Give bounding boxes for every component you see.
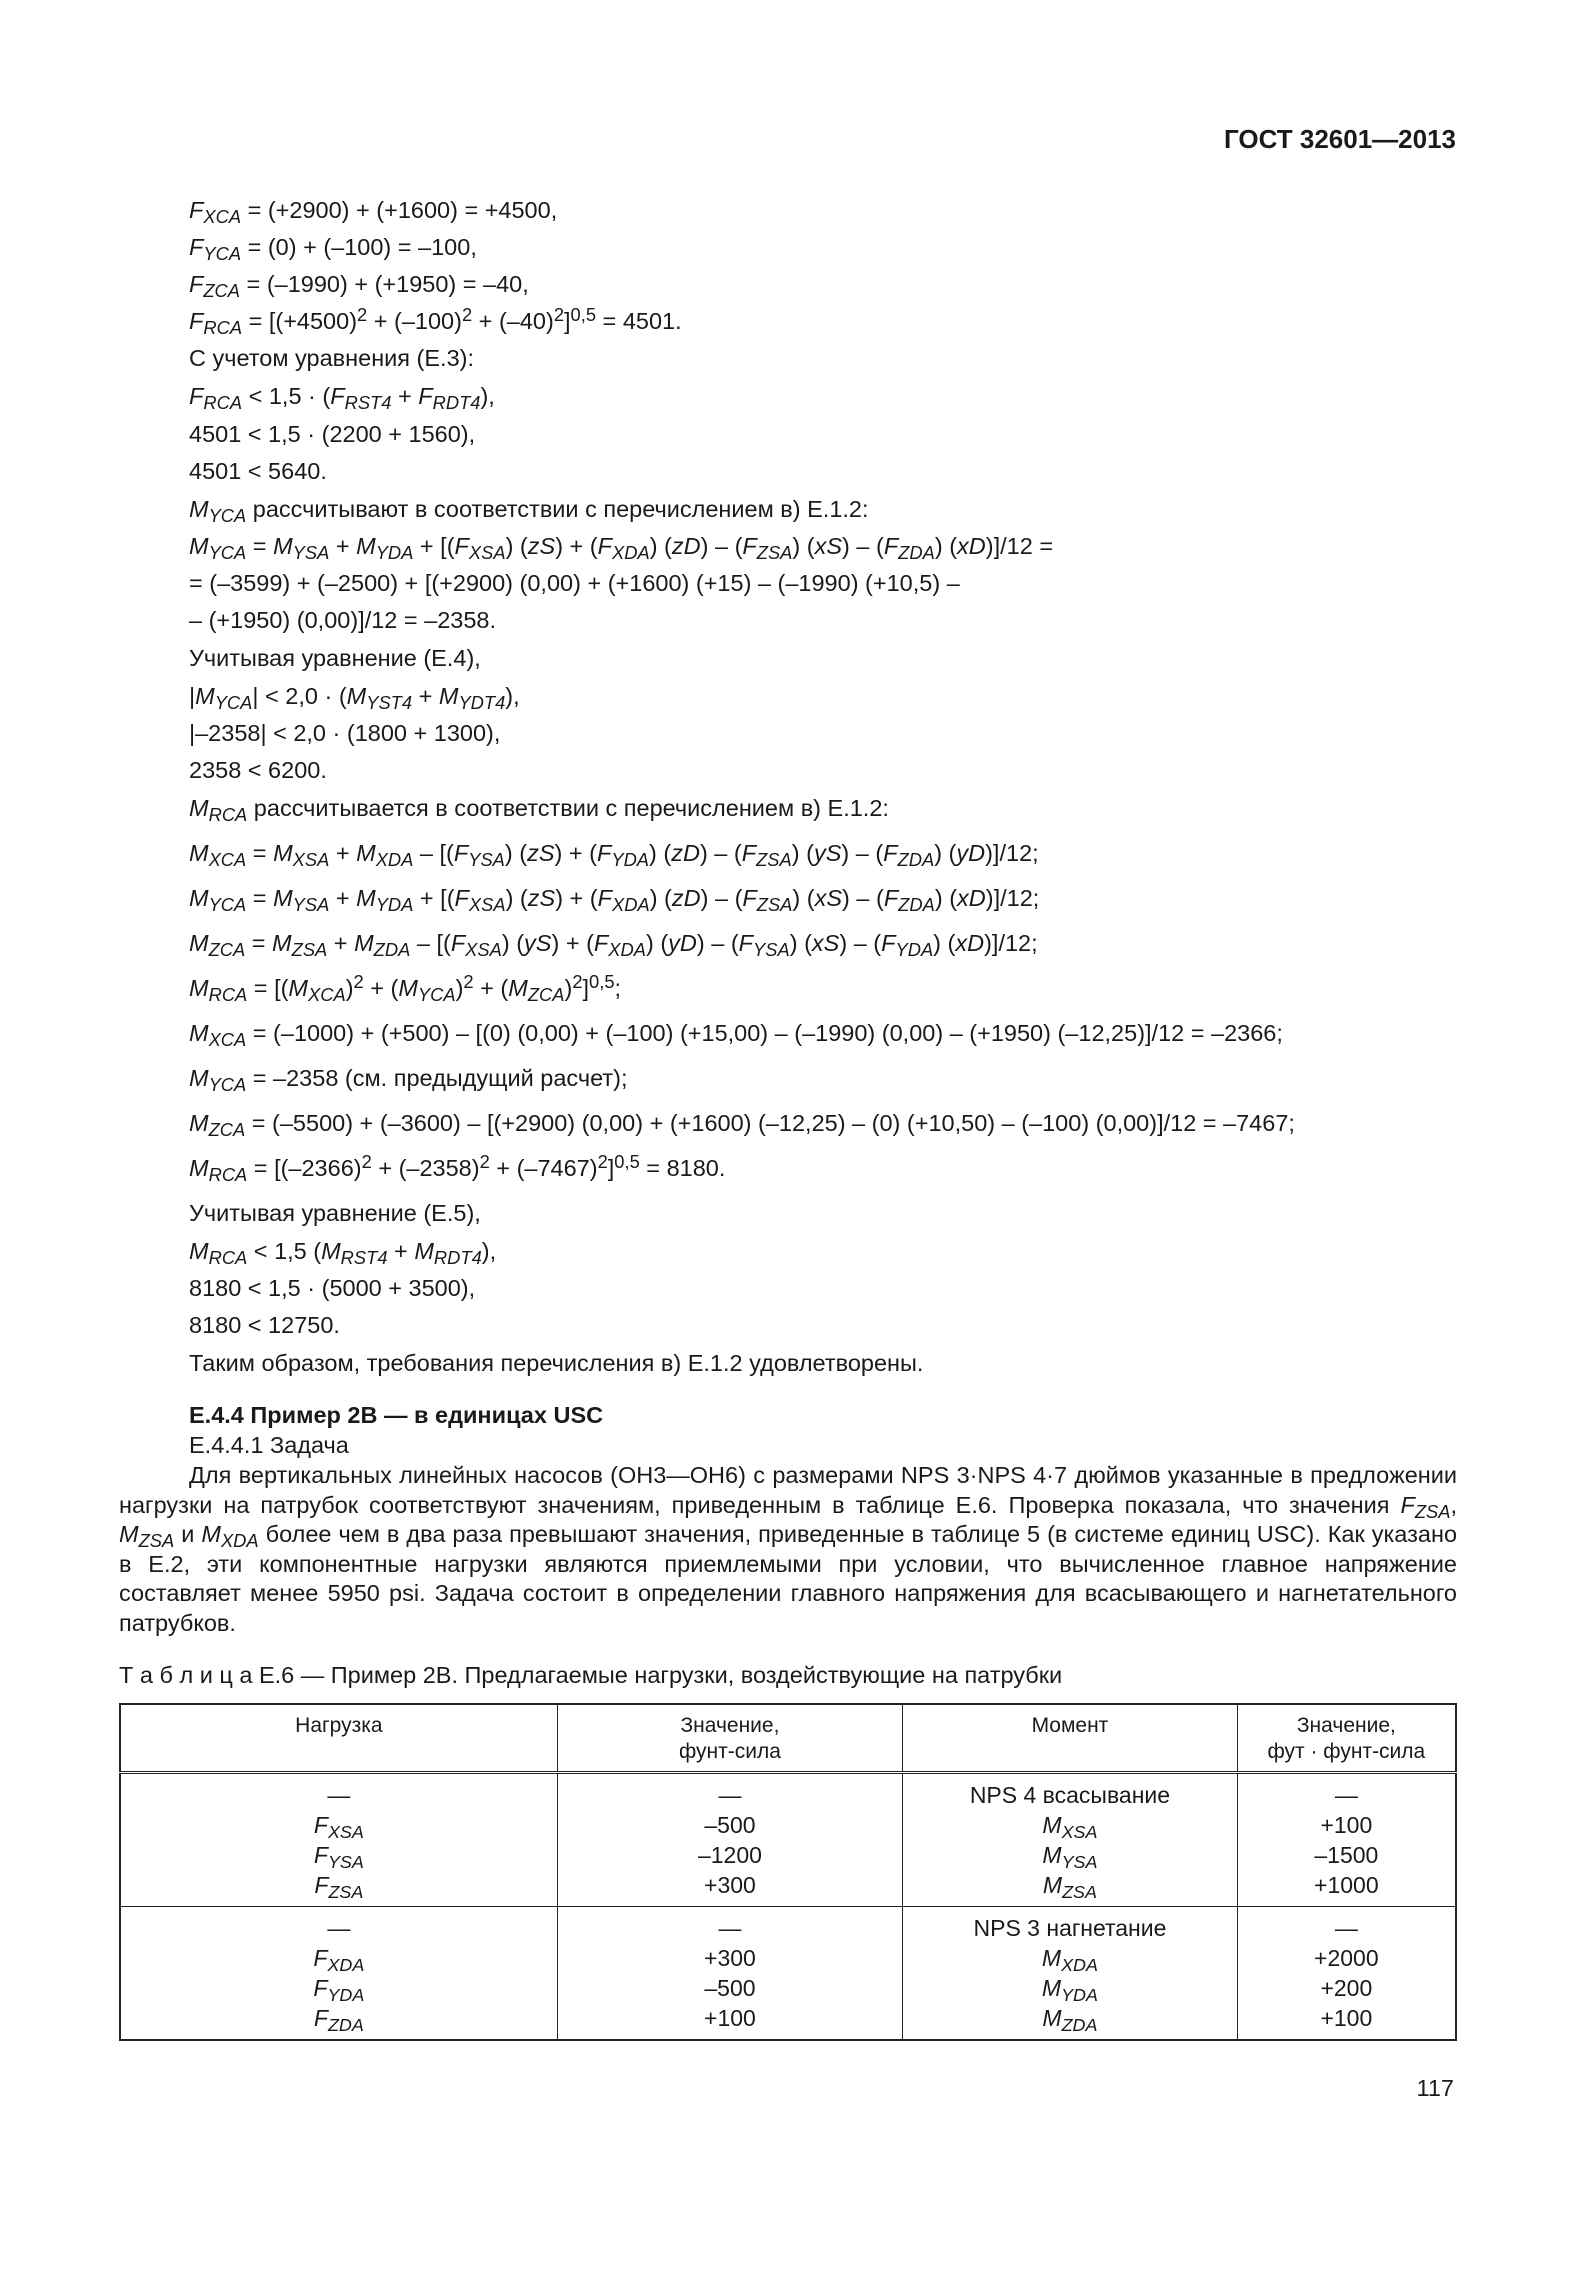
table-group-suction [120,1773,1456,1907]
loads-table [119,1703,1457,2041]
text-line: $M_{YCA}$ рассчитывают в соответствии с перечислением в) E.1.2: [189,496,869,527]
formula-line: $M_{RCA} = [(-2366)^2 + (-2358)^2 + (-7467)^2]^{0,5} = 8180$. [189,1150,726,1186]
formula-line: = (–3599) + (–2500) + [(+2900) (0,00) + (+1600) (+15) – (–1990) (+10,5) – [189,570,960,596]
formula-line: 4501 < 1,5 · (2200 + 1560), [189,421,476,447]
table-group-discharge [120,1907,1456,2041]
table-cell: — –500 –1200 +300 [557,1773,902,1907]
page-number: 117 [1416,2075,1454,2101]
standard-header: ГОСТ 32601—2013 [1224,124,1456,154]
text-line: $M_{RCA}$ рассчитывается в соответствии с перечислением в) E.1.2: [189,795,889,826]
formula-line: 4501 < 5640. [189,458,327,484]
formula-line: 2358 < 6200. [189,757,327,783]
formula-line: $F_{YCA} = (0) + (-100) = -100$, [189,234,477,265]
table-cell: — +2000 +200 +100 [1237,1907,1456,2041]
table-cell: — $F_{XDA}$ $F_{YDA}$ $F_{ZDA}$ [120,1907,557,2041]
formula-line: $M_{XCA} = (-1000) + (+500) - [(0) (0,00) + (-100)$ (+15,00) – (–1990) (0,00) – (+1950) (–12,25)]/12 = –2366; [189,1020,1283,1051]
formula-line: 8180 < 1,5 · (5000 + 3500), [189,1275,476,1301]
formula-line: $F_{XCA} = (+2900) + (+1600) = +4500$, [189,197,558,228]
formula-line: $F_{RCA} = [(+4500)^2 + (-100)^2 + (-40)^2]^{0,5} = 4501$. [189,303,682,339]
table-header-row [120,1704,1456,1773]
table-cell: — +300 –500 +100 [557,1907,902,2041]
formula-line: $F_{RCA} < 1,5 \cdot (F_{RST4} + F_{RDT4})$, [189,383,495,414]
header-moment: Момент [903,1704,1238,1773]
text-line: С учетом уравнения (E.3): [189,345,475,371]
text-line: Таким образом, требования перечисления в) E.1.2 удовлетворены. [189,1350,924,1376]
formula-line: $M_{XCA} = M_{XSA} + M_{XDA} - [(F_{YSA}) (zS) + (F_{YDA})$ $(zD) - (F_{ZSA})$ $(yS) - (F_{ZDA})$ (yD)]/12; [189,840,1039,871]
formula-line: $M_{ZCA} = (-5500) + (-3600) - [(+2900) (0,00) + (+1600)$ (–12,25) – (0) (+10,50) – (–100) (0,00)]/12 = –7467; [189,1110,1295,1141]
text-line: Учитывая уравнение (E.4), [189,645,481,671]
section-heading: E.4.4 Пример 2B — в единицах USC [189,1402,604,1428]
formula-line: $M_{YCA} = -2358$ (см. предыдущий расчет); [189,1065,628,1096]
table-cell: NPS 3 нагнетание $M_{XDA}$ $M_{YDA}$ $M_{ZDA}$ [903,1907,1238,2041]
formula-line: $M_{RCA} = [(M_{XCA})^2 + (M_{YCA})^2 + (M_{ZCA})^2]^{0,5}$; [189,970,622,1006]
table-cell: NPS 4 всасывание $M_{XSA}$ $M_{YSA}$ $M_{ZSA}$ [903,1773,1238,1907]
calculation-block [189,196,1459,1377]
header-force-value: Значение, фунт-сила [557,1704,902,1773]
table-caption: Т а б л и ц а E.6 — Пример 2B. Предлагаемые нагрузки, воздействующие на патрубки [119,1662,1063,1688]
task-paragraph: Для вертикальных линейных насосов (OH3—OH6) с размерами NPS 3·NPS 4·7 дюймов указанные в предложении нагрузки на патрубок соответствуют значениям, приведенным в таблице E.6. Проверка показала, что значения $F_{ZSA}$, $M_{ZSA}$ и $M_{XDA}$ более чем в два раза превышают значения, приведенные в таблице 5 (в системе единиц USC). Как указано в E.2, эти компонентные нагрузки являются приемлемыми при условии, что вычисленное главное напряжение составляет менее 5950 psi. Задача состоит в определении главного напряжения для всасывающего и нагнетательного патрубков. [119,1462,1458,1636]
formula-line: $M_{RCA} < 1,5$ $(M_{RST4} + M_{RDT4})$, [189,1238,497,1269]
formula-line: $M_{YCA} = M_{YSA} + M_{YDA} + [(F_{XSA}) (zS) + (F_{XDA})$ $(zD) - (F_{ZSA})$ $(xS) - (F_{ZDA})$ (xD)]/12; [189,885,1040,916]
formula-line: $|M_{YCA}| < 2,0 \cdot (M_{YST4} + M_{YDT4})$, [189,683,520,714]
formula-line: – (+1950) (0,00)]/12 = –2358. [189,607,497,633]
header-moment-value: Значение, фут · фунт-сила [1237,1704,1456,1773]
formula-line: $F_{ZCA} = (-1990) + (+1950) = -40$, [189,271,529,302]
table-cell: — $F_{XSA}$ $F_{YSA}$ $F_{ZSA}$ [120,1773,557,1907]
formula-line: 8180 < 12750. [189,1312,340,1338]
formula-line: $M_{YCA} = M_{YSA} + M_{YDA} + [(F_{XSA}) (zS) + (F_{XDA})$ $(zD) - (F_{ZSA})$ $(xS) - (F_{ZDA}) (xD)]/12$ = [189,533,1054,564]
formula-line: |–2358| < 2,0 · (1800 + 1300), [189,720,501,746]
header-load: Нагрузка [120,1704,557,1773]
formula-line: $M_{ZCA} = M_{ZSA} + M_{ZDA} - [(F_{XSA}) (yS) + (F_{XDA})$ $(yD) - (F_{YSA})$ $(xS) - (F_{YDA})$ (xD)]/12; [189,930,1038,961]
table-cell: — +100 –1500 +1000 [1237,1773,1456,1907]
text-line: Учитывая уравнение (E.5), [189,1200,481,1226]
subsection-heading: E.4.4.1 Задача [189,1432,349,1458]
